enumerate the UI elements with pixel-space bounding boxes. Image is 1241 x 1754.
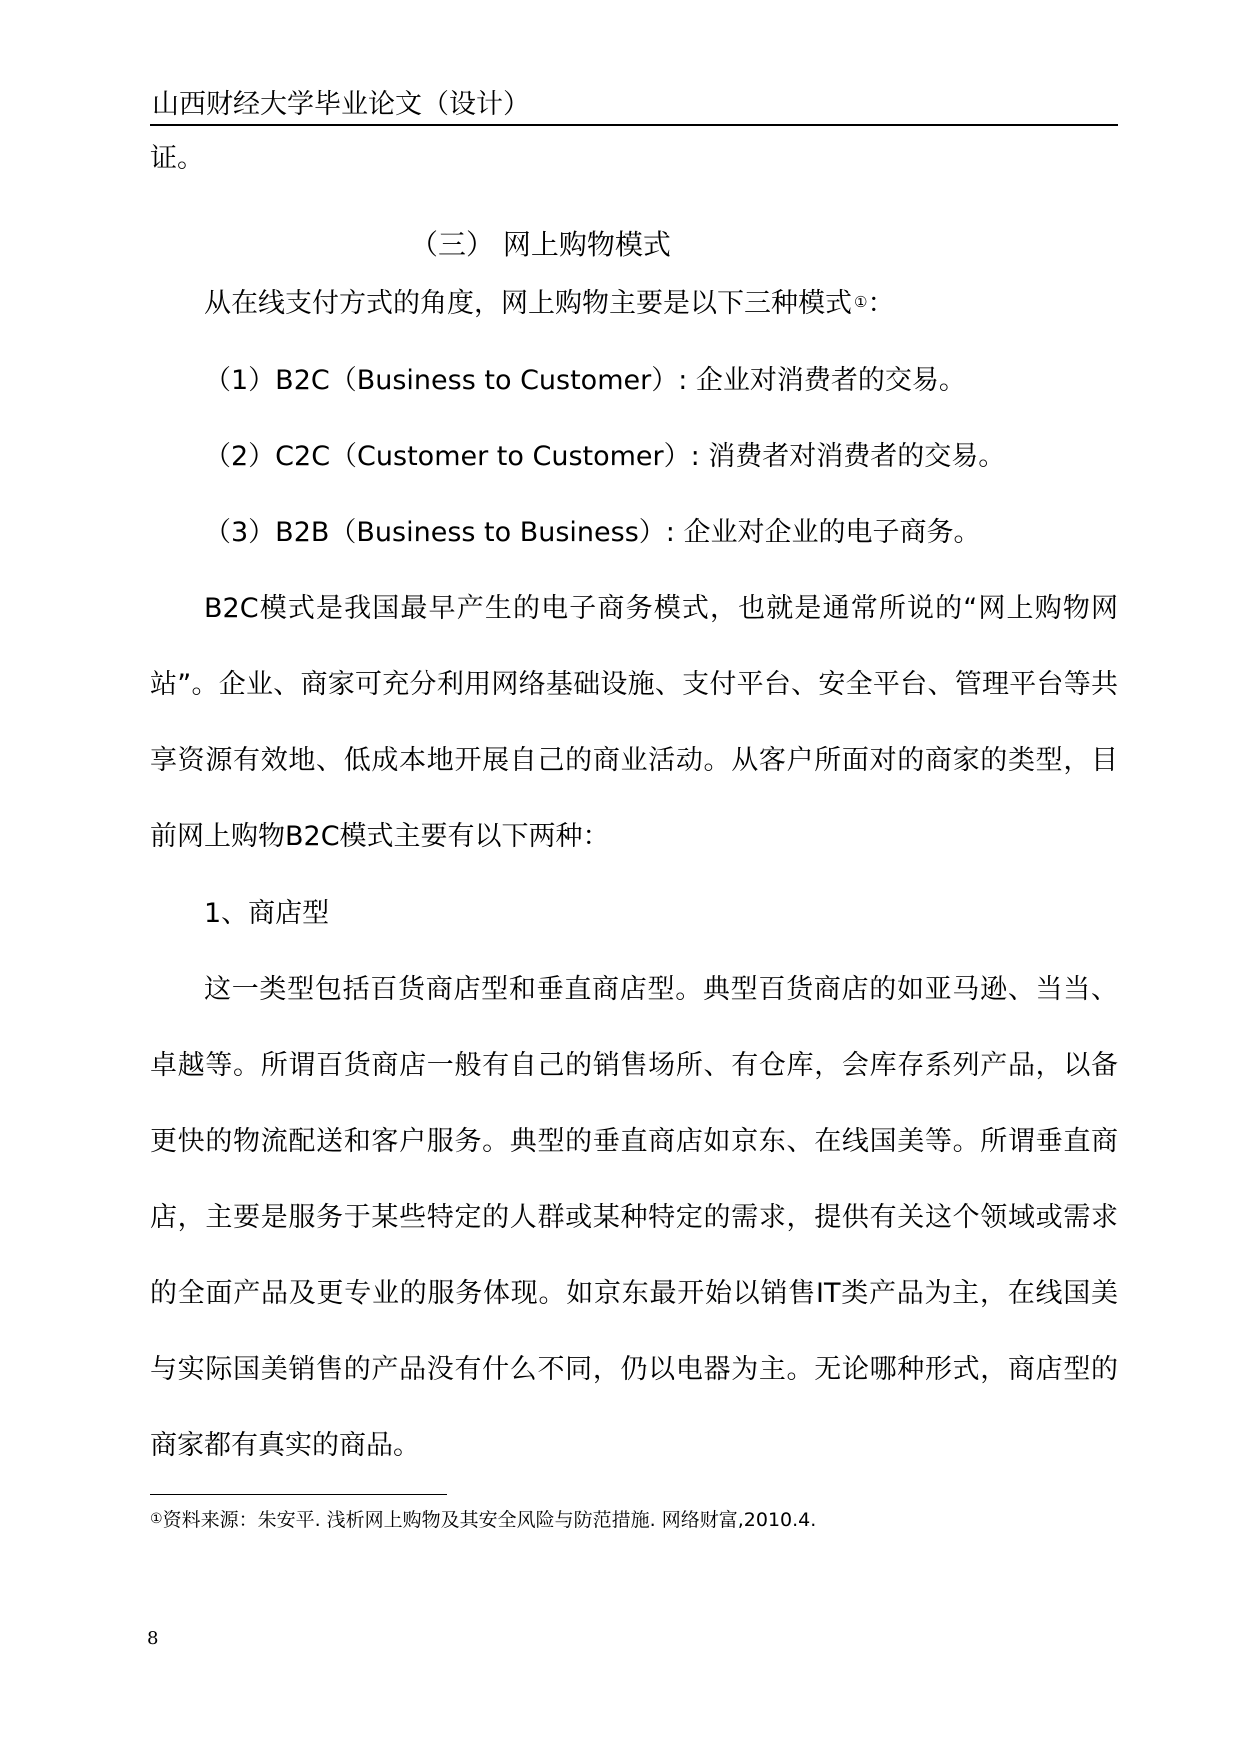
footnote-mark: ①	[150, 1511, 163, 1527]
header-rule	[150, 124, 1118, 126]
intro-text: 从在线支付方式的角度，网上购物主要是以下三种模式	[204, 288, 852, 319]
paragraph-store-type: 这一类型包括百货商店型和垂直商店型。典型百货商店的如亚马逊、当当、卓越等。所谓百货商店一般有自己的销售场所、有仓库，会库存系列产品，以备更快的物流配送和客户服务。典型的垂直商店如京东、在线国美等。所谓垂直商店，主要是服务于某些特定的人群或某种特定的需求，提供有关这个领域或需求的全面产品及更专业的服务体现。如京东最开始以销售IT类产品为主，在线国美与实际国美销售的产品没有什么不同，仍以电器为主。无论哪种形式，商店型的商家都有真实的商品。	[150, 974, 1118, 1461]
intro-paragraph	[204, 284, 894, 324]
list-item-b2c: （1）B2C（Business to Customer）: 企业对消费者的交易。	[204, 365, 966, 396]
running-header-title: 山西财经大学毕业论文（设计）	[152, 89, 530, 120]
footnote	[150, 1507, 816, 1535]
list-item-b2b: （3）B2B（Business to Business）: 企业对企业的电子商务。	[204, 517, 981, 548]
list-item-c2c: （2）C2C（Customer to Customer）: 消费者对消费者的交易。	[204, 441, 1006, 472]
footnote-rule	[150, 1494, 447, 1495]
subheading-store-type: 1、商店型	[204, 898, 330, 929]
section-heading: （三） 网上购物模式	[410, 228, 671, 261]
intro-end: ：	[867, 288, 895, 319]
carry-over-text: 证。	[150, 143, 204, 174]
page-number: 8	[147, 1628, 159, 1649]
paragraph-b2c: B2C模式是我国最早产生的电子商务模式，也就是通常所说的“网上购物网站”。企业、商家可充分利用网络基础设施、支付平台、安全平台、管理平台等共享资源有效地、低成本地开展自己的商业活动。从客户所面对的商家的类型，目前网上购物B2C模式主要有以下两种：	[150, 593, 1118, 852]
footnote-reference-mark[interactable]: ①	[854, 293, 868, 311]
footnote-text: 资料来源：朱安平. 浅析网上购物及其安全风险与防范措施. 网络财富,2010.4.	[162, 1509, 817, 1531]
